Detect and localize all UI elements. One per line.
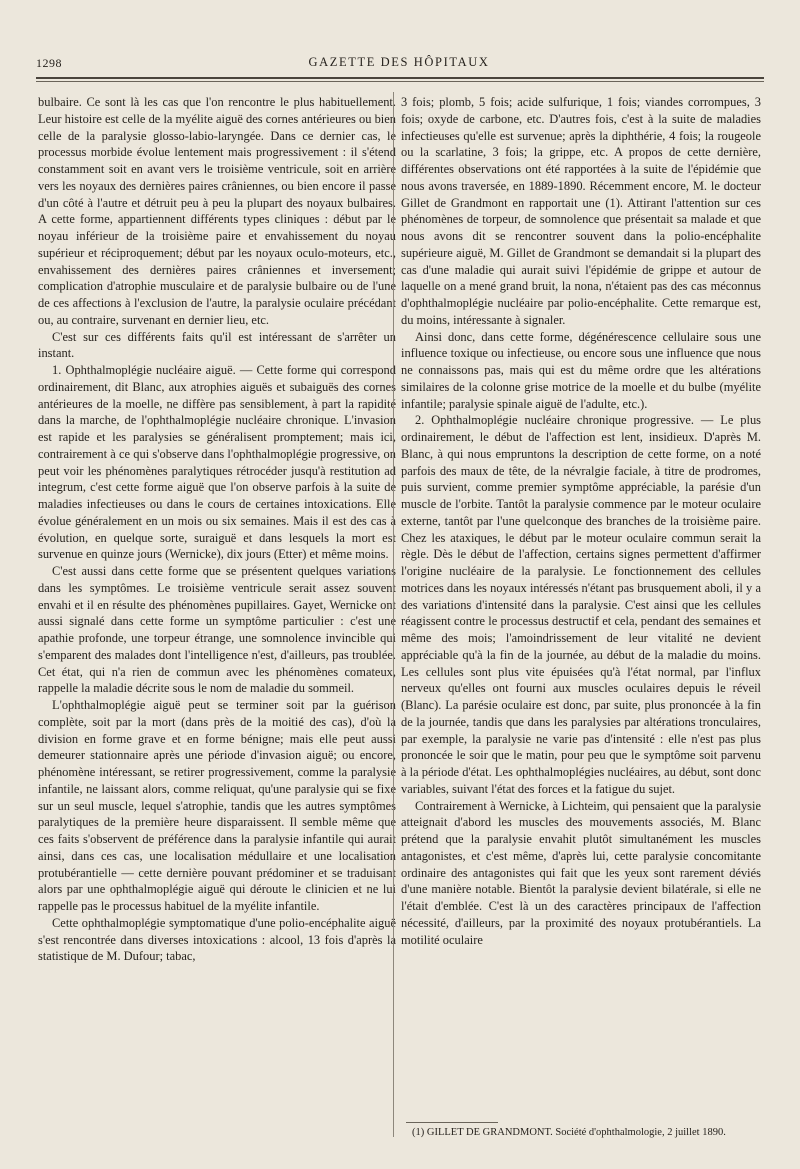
paragraph: L'ophthalmoplégie aiguë peut se terminer soit par la guérison complète, soit par la mort (dans près de la moitié des cas), d'où la division en forme grave et en forme bénigne; mais elle peut aussi demeurer stationnaire après une période d'invasion aiguë; ou encore, phénomène intéressant, se retirer progressivement, comme la paralysie infantile, ne laissant alors, comme reliquat, qu'une paralysie qui se fixe sur un seul muscle, lequel s'atrophie, tandis que les autres symptômes paralytiques de la première heure disparaissent. Il semble même que ces faits s'observent de préférence dans la paralysie infantile qui aurait ainsi, dans ces cas, une localisation médullaire et une localisation protubérantielle — cette dernière pouvant prédominer et se traduisant alors par une ophthalmoplégie aiguë qui déroute le clinicien et ne lui rappelle pas le processus habituel de la myélite infantile. [38,698,396,913]
paragraph: 1. Ophthalmoplégie nucléaire aiguë. — Cette forme qui correspond ordinairement, dit Blanc, aux atrophies aiguës et subaiguës des cornes antérieures de la moelle, ne diffère pas sensiblement, à part la rapidité dans la marche, de l'ophthalmoplégie nucléaire chronique. L'invasion est rapide et les paralysies se généralisent promptement; mais ici, contrairement à ce qui s'observe dans l'ophthalmoplégie progressive, on peut voir les phénomènes paralytiques rétrocéder jusqu'à restitution ad integrum, c'est cette forme aiguë que l'on observe parfois à la suite de maladies infectieuses ou dans le cours de certaines intoxications. Elle évolue généralement en un mois ou six semaines. Mais il est des cas à évolution, en quelque sorte, suraiguë et dans lesquels la mort est survenue en quinze jours (Wernicke), dix jours (Etter) et même moins. [38,363,396,562]
paragraph: Cette ophthalmoplégie symptomatique d'une polio-encéphalite aiguë s'est rencontrée dans diverses intoxications : alcool, 13 fois d'après la statistique de M. Dufour; tabac, [38,915,396,964]
footnote-rule [406,1122,498,1123]
paragraph: Contrairement à Wernicke, à Lichteim, qui pensaient que la paralysie atteignait d'abord les muscles des mouvements associés, M. Blanc prétend que la paralysie envahit plutôt simultanément les muscles antagonistes, et c'est même, d'après lui, cette paralysie concomitante ordinaire des antagonistes qui fait que les yeux sont rarement déviés d'une manière notable. Bientôt la paralysie devient bilatérale, si elle ne l'était d'emblée. C'est là un des caractères principaux de l'affection nécessité, d'ailleurs, par la proximité des noyaux protubérantiels. La motilité oculaire [401,798,761,947]
paragraph: 2. Ophthalmoplégie nucléaire chronique progressive. — Le plus ordinairement, le début de l'affection est lent, insidieux. D'après M. Blanc, à qui nous empruntons la description de cette forme, on a noté parfois des maux de tête, de la névralgie faciale, à titre de prodromes, puis survient, comme premier symptôme appréciable, la parésie d'un muscle de l'orbite. Tantôt la paralysie commence par le moteur oculaire externe, tantôt par l'une quelconque des branches de la troisième paire. Chez les ataxiques, le début par le moteur oculaire commun serait la règle. Dès le début de l'affection, certains signes permettent d'affirmer l'origine nucléaire de la paralysie. Le fonctionnement des cellules motrices dans les noyaux intéressés n'étant pas brusquement aboli, il y a des variations d'intensité dans la paralysie. C'est ainsi que les cellules réagissent contre le processus destructif et cela, pendant des semaines et même des mois; l'amoindrissement de leur vitalité ne devient appréciable qu'à la fin de la journée, au début de la maladie du moins. Les cellules sont plus vite épuisées qu'à l'état normal, par l'influx nerveux qu'elles ont fourni aux muscles oculaires depuis le réveil (Blanc). La parésie oculaire est donc, par suite, plus prononcée à la fin de la journée, tandis que dans les paralysies par altérations tronculaires, par exemple, la paralysie ne varie pas d'intensité : elle n'est pas plus prononcée le soir que le matin, pour peu que le symptôme soit parvenu à la période d'état. Les ophthalmoplégies nucléaires, au début, sont donc variables, suivant l'état des forces et la fatigue du sujet. [401,413,761,796]
paragraph: C'est sur ces différents faits qu'il est intéressant de s'arrêter un instant. [38,329,396,361]
running-title: GAZETTE DES HÔPITAUX [308,55,490,69]
column-divider [393,92,394,1137]
header-rule-thin [36,81,764,82]
header-rule-thick [36,77,764,79]
paragraph: 3 fois; plomb, 5 fois; acide sulfurique, 1 fois; viandes corrompues, 3 fois; oxyde de carbone, etc. D'autres fois, c'est à la suite de maladies infectieuses qu'elle est survenue; après la diphthérie, 4 fois; la rougeole ou la scarlatine, 3 fois; la grippe, etc. A propos de cette dernière, différentes observations ont été rapportées à la suite de l'épidémie que nous avons traversée, en 1889-1890. Récemment encore, M. le docteur Gillet de Grandmont en rapportait une (1). Attirant l'attention sur ces phénomènes de torpeur, de somnolence que présentait sa malade et que nous avons dit se rencontrer souvent dans la polio-encéphalite supérieure aiguë, M. Gillet de Grandmont se demandait si la plupart des cas d'une maladie qui aurait suivi l'épidémie de grippe et autour de laquelle on a mené grand bruit, la nona, n'étaient pas des cas méconnus d'ophthalmoplégie nucléaire par polio-encéphalite. Cette remarque est, du moins, intéressante à signaler. [401,95,761,327]
left-column [38,94,396,965]
right-column [401,94,761,948]
paragraph: bulbaire. Ce sont là les cas que l'on rencontre le plus habituellement. Leur histoire est celle de la myélite aiguë des cornes antérieures ou bien celle de la paralysie glosso-labio-laryngée. Dans ce dernier cas, le processus morbide évolue lentement mais progressivement : il s'étend constamment soit en avant vers le troisième ventricule, soit en arrière vers les noyaux des dernières paires crâniennes, ou bien encore il passe d'un côté à l'autre et détruit peu à peu la plupart des noyaux bulbaires. A cette forme, appartiennent différents types cliniques : début par le noyau inférieur de la troisième paire et envahissement du noyau supérieur et réciproquement; début par les noyaux oculo-moteurs, etc., envahissement des dernières paires crâniennes et inversement; complication d'atrophie musculaire et de paralysie bulbaire ou de l'une de ces affections à l'exclusion de l'autre, la paralysie oculaire précédant ou, au contraire, survenant en dernier lieu, etc. [38,95,396,327]
footnote: (1) GILLET DE GRANDMONT. Société d'ophthalmologie, 2 juillet 1890. [412,1127,726,1138]
page-number: 1298 [36,56,62,70]
paragraph: Ainsi donc, dans cette forme, dégénérescence cellulaire sous une influence toxique ou infectieuse, ou encore sous une influence que nous ne connaissons pas, mais qui est du même ordre que les altérations similaires de la colonne grise motrice de la moelle et du bulbe (myélite infantile; paralysie spinale aiguë de l'adulte, etc.). [401,329,761,411]
paragraph: C'est aussi dans cette forme que se présentent quelques variations dans les symptômes. Le troisième ventricule serait assez souvent envahi et il en résulte des phénomènes pupillaires. Gayet, Wernicke ont aussi signalé dans cette forme un symptôme particulier : c'est une apathie profonde, une torpeur étrange, une somnolence invincible qui s'emparent des malades dont l'intelligence n'est, d'ailleurs, pas troublée. Cet état, qui n'a rien de commun avec les phénomènes comateux, rappelle la maladie décrite sous le nom de maladie du sommeil. [38,564,396,696]
page-header [36,50,762,74]
